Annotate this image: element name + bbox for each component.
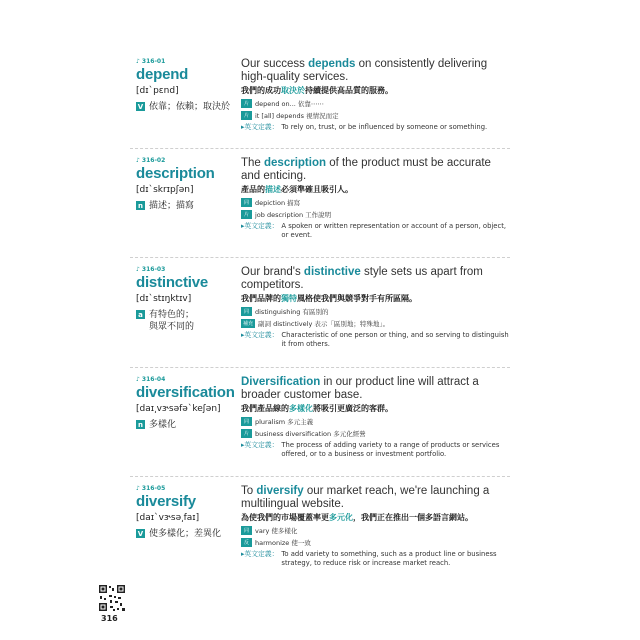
- definition-text: To add variety to something, such as a product line or business strategy, to reduce risk or increase market reach.: [281, 550, 497, 567]
- english-definition: [241, 331, 511, 349]
- entry-id: 316-03: [141, 266, 166, 273]
- definition-label-text: 英文定義：: [244, 123, 279, 131]
- sentence-highlight: depends: [308, 58, 356, 70]
- sentence-text: our market reach, we're launching a multilingual website.: [241, 485, 490, 510]
- related-text: job description 工作說明: [255, 211, 332, 219]
- part-of-speech-row: [136, 309, 194, 333]
- pronunciation: [daɪˋvɝsə͵faɪ]: [136, 513, 200, 523]
- page-number: 316: [101, 614, 118, 623]
- chinese-meaning: 有特色的； 與眾不同的: [149, 310, 195, 332]
- related-text: depiction 描寫: [255, 199, 301, 207]
- pos-badge: n: [136, 201, 145, 210]
- related-tag: 反: [241, 538, 252, 547]
- entry-divider: [130, 148, 510, 149]
- sentence-text: The: [241, 157, 265, 169]
- english-definition: [241, 441, 511, 459]
- related-item: [241, 198, 511, 207]
- example-sentence: [241, 376, 511, 401]
- related-tag: 片: [241, 210, 252, 219]
- related-tag: 片: [241, 429, 252, 438]
- chinese-meaning: 使多樣化；差異化: [149, 529, 222, 539]
- translation-text: 產品的: [241, 185, 265, 194]
- sentence-highlight: description: [264, 157, 326, 169]
- definition-label-text: 英文定義：: [244, 222, 279, 230]
- translation-text: 必須準確且吸引人。: [281, 185, 353, 194]
- translation-highlight: 取決於: [281, 86, 305, 95]
- translation-highlight: 獨特: [281, 294, 297, 303]
- headword: description: [136, 165, 215, 182]
- sentence-text: style sets us apart from competitors.: [241, 266, 483, 291]
- related-tag: 片: [241, 111, 252, 120]
- related-item: [241, 307, 511, 316]
- entry-number: ♪ 316-01: [136, 58, 166, 65]
- entry-number: ♪ 316-05: [136, 485, 166, 492]
- part-of-speech-row: [136, 200, 194, 212]
- translation-text: 風格使我們與競爭對手有所區隔。: [297, 294, 417, 303]
- definition-label: ▸英文定義：: [241, 550, 279, 558]
- related-tag: 補充: [243, 321, 254, 327]
- related-text: 副詞 distinctively 表示「區別地；特殊地」。: [258, 320, 390, 328]
- pos-badge: V: [137, 102, 144, 111]
- pos-badge: V: [137, 529, 144, 538]
- sentence-text: Our brand's: [241, 266, 304, 278]
- headword: diversification: [136, 384, 235, 401]
- definition-label-text: 英文定義：: [244, 441, 279, 449]
- sentence-highlight: diversify: [256, 485, 304, 497]
- definition-text: To rely on, trust, or be influenced by someone or something.: [281, 123, 488, 131]
- example-column: [241, 157, 511, 240]
- sentence-highlight: distinctive: [303, 266, 361, 278]
- definition-label-text: 英文定義：: [244, 550, 279, 558]
- pronunciation: [dɪˋstɪŋktɪv]: [136, 294, 192, 304]
- english-definition: [241, 123, 511, 132]
- chinese-meaning: 依靠；依賴；取決於: [149, 102, 231, 112]
- related-text: depend on... 依靠⋯⋯: [255, 100, 324, 108]
- entry-number: ♪ 316-02: [136, 157, 166, 164]
- translation-text: 我們的成功: [241, 86, 281, 95]
- example-column: [241, 376, 511, 459]
- entry-id: 316-01: [141, 58, 166, 65]
- related-item: [241, 319, 511, 328]
- pronunciation: [daɪ͵vɝsəfəˋkeʃən]: [136, 404, 221, 414]
- entry-number: ♪ 316-04: [136, 376, 166, 383]
- translation-text: ，我們正在推出一個多語言網站。: [353, 513, 473, 522]
- entry-divider: [130, 367, 510, 368]
- related-item: [241, 99, 511, 108]
- translation-text: 為使我們的市場覆蓋率更: [241, 513, 329, 522]
- definition-label: ▸英文定義：: [241, 441, 279, 449]
- related-item: [241, 210, 511, 219]
- pronunciation: [dɪˋskrɪpʃən]: [136, 185, 194, 195]
- example-translation: [241, 403, 511, 414]
- translation-text: 將吸引更廣泛的客群。: [313, 404, 393, 413]
- qr-code-icon[interactable]: [98, 584, 126, 612]
- definition-text: A spoken or written representation or account of a person, object, or event.: [281, 222, 507, 239]
- translation-highlight: 描述: [265, 185, 281, 194]
- part-of-speech-row: [136, 101, 230, 113]
- translation-text: 我們產品線的: [241, 404, 289, 413]
- part-of-speech-row: [136, 419, 176, 431]
- chinese-meaning: 描述；描寫: [149, 201, 195, 211]
- example-sentence: [241, 485, 511, 510]
- english-definition: [241, 550, 511, 568]
- related-item: [241, 538, 511, 547]
- related-tag: 同: [241, 526, 252, 535]
- definition-text: Characteristic of one person or thing, and so serving to distinguish it from others.: [281, 331, 509, 348]
- translation-highlight: 多樣化: [289, 404, 313, 413]
- pos-badge: n: [136, 420, 145, 429]
- definition-label-text: 英文定義：: [244, 331, 279, 339]
- translation-text: 我們品牌的: [241, 294, 281, 303]
- pos-badge: a: [136, 310, 145, 319]
- example-sentence: [241, 58, 511, 83]
- sentence-text: Our success: [241, 58, 309, 70]
- pronunciation: [dɪˋpɛnd]: [136, 86, 179, 96]
- sentence-highlight: Diversification: [241, 376, 321, 388]
- entry-id: 316-05: [141, 485, 166, 492]
- entry-id: 316-04: [141, 376, 166, 383]
- entry-id: 316-02: [141, 157, 166, 164]
- example-translation: [241, 85, 511, 96]
- translation-text: 持續提供高品質的服務。: [305, 86, 393, 95]
- definition-text: The process of adding variety to a range of products or services offered, or to a business or investment portfolio.: [281, 441, 500, 458]
- related-tag: 同: [241, 417, 252, 426]
- sentence-text: To: [241, 485, 257, 497]
- related-item: [241, 429, 511, 438]
- part-of-speech-row: [136, 528, 221, 540]
- sentence-text: on consistently delivering high-quality services.: [241, 58, 488, 83]
- related-text: harmonize 使一致: [255, 539, 311, 547]
- translation-highlight: 多元化: [329, 513, 353, 522]
- related-tag: 片: [241, 99, 252, 108]
- example-column: [241, 58, 511, 132]
- related-text: it [all] depends 視情況而定: [255, 112, 339, 120]
- example-sentence: [241, 157, 511, 182]
- definition-label: ▸英文定義：: [241, 123, 279, 131]
- example-column: [241, 266, 511, 349]
- related-tag: 同: [241, 307, 252, 316]
- example-sentence: [241, 266, 511, 291]
- related-text: business diversification 多元化經營: [255, 430, 366, 438]
- entry-divider: [130, 257, 510, 258]
- example-translation: [241, 512, 511, 523]
- chinese-meaning: 多樣化: [149, 420, 177, 430]
- related-text: distinguishing 有區別的: [255, 308, 329, 316]
- example-translation: [241, 293, 511, 304]
- sentence-text: of the product must be accurate and enticing.: [241, 157, 491, 182]
- headword: diversify: [136, 493, 196, 510]
- related-text: vary 使多樣化: [255, 527, 298, 535]
- related-text: pluralism 多元主義: [255, 418, 314, 426]
- related-item: [241, 417, 511, 426]
- english-definition: [241, 222, 511, 240]
- related-item: [241, 526, 511, 535]
- headword: depend: [136, 66, 189, 83]
- headword: distinctive: [136, 274, 208, 291]
- related-tag: 同: [241, 198, 252, 207]
- definition-label: ▸英文定義：: [241, 222, 279, 230]
- sentence-text: in our product line will attract a broader customer base.: [241, 376, 479, 401]
- entry-number: ♪ 316-03: [136, 266, 166, 273]
- entry-divider: [130, 476, 510, 477]
- related-item: [241, 111, 511, 120]
- definition-label: ▸英文定義：: [241, 331, 279, 339]
- example-column: [241, 485, 511, 568]
- example-translation: [241, 184, 511, 195]
